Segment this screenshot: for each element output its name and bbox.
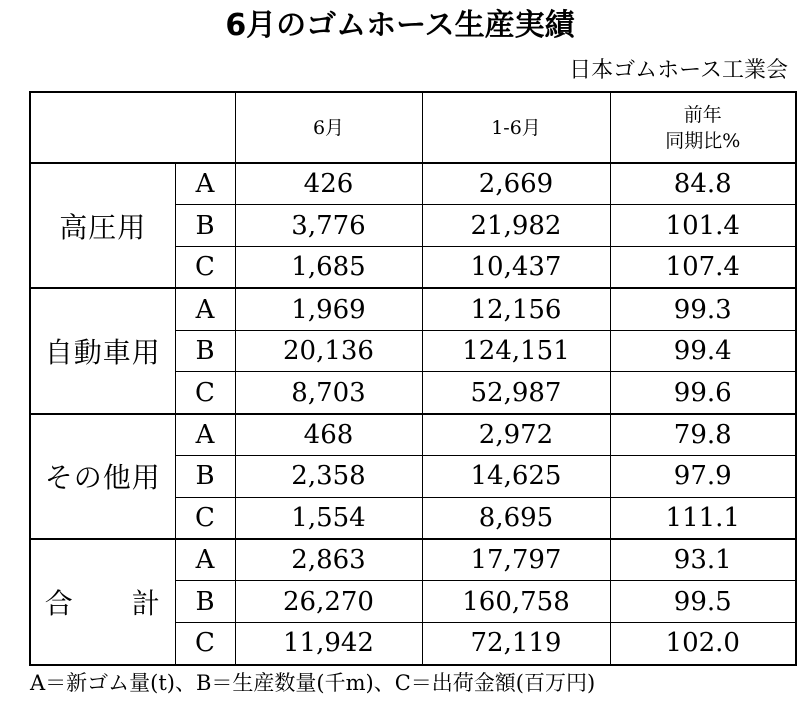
month-value: 2,358 — [235, 456, 422, 498]
row-code: C — [175, 497, 235, 539]
ytd-value: 14,625 — [422, 456, 610, 498]
row-code: C — [175, 372, 235, 414]
ytd-value: 10,437 — [422, 247, 610, 289]
header-yoy — [610, 92, 796, 163]
row-code: A — [175, 414, 235, 456]
organization-name: 日本ゴムホース工業会 — [569, 58, 788, 83]
yoy-value: 111.1 — [610, 497, 796, 539]
footnote: A＝新ゴム量(t)、B＝生産数量(千m)、C＝出荷金額(百万円) — [30, 671, 596, 695]
month-value: 8,703 — [235, 372, 422, 414]
yoy-value: 102.0 — [610, 623, 796, 665]
table-row — [30, 163, 796, 205]
ytd-value: 72,119 — [422, 623, 610, 665]
row-code: A — [175, 163, 235, 205]
month-value: 2,863 — [235, 539, 422, 581]
header-yoy-line2: 同期比% — [665, 129, 741, 152]
header-yoy-line1: 前年 — [683, 103, 722, 126]
row-code: B — [175, 330, 235, 372]
month-value: 1,969 — [235, 288, 422, 330]
ytd-value: 52,987 — [422, 372, 610, 414]
yoy-value: 101.4 — [610, 205, 796, 247]
page-title: 6月のゴムホース生産実績 — [225, 8, 575, 43]
yoy-value: 93.1 — [610, 539, 796, 581]
yoy-value: 84.8 — [610, 163, 796, 205]
month-value: 20,136 — [235, 330, 422, 372]
ytd-value: 21,982 — [422, 205, 610, 247]
header-month: 6月 — [235, 92, 422, 163]
yoy-value: 99.5 — [610, 581, 796, 623]
yoy-value: 99.6 — [610, 372, 796, 414]
month-value: 26,270 — [235, 581, 422, 623]
row-code: B — [175, 456, 235, 498]
month-value: 1,554 — [235, 497, 422, 539]
group-label-automotive: 自動車用 — [30, 288, 175, 413]
ytd-value: 8,695 — [422, 497, 610, 539]
yoy-value: 99.4 — [610, 330, 796, 372]
month-value: 1,685 — [235, 247, 422, 289]
group-label-other: その他用 — [30, 414, 175, 539]
ytd-value: 17,797 — [422, 539, 610, 581]
row-code: B — [175, 205, 235, 247]
month-value: 426 — [235, 163, 422, 205]
row-code: B — [175, 581, 235, 623]
group-label-total — [30, 539, 175, 664]
table-row — [30, 414, 796, 456]
yoy-value: 97.9 — [610, 456, 796, 498]
row-code: A — [175, 288, 235, 330]
yoy-value: 99.3 — [610, 288, 796, 330]
month-value: 11,942 — [235, 623, 422, 665]
production-table — [29, 91, 797, 666]
row-code: A — [175, 539, 235, 581]
yoy-value: 107.4 — [610, 247, 796, 289]
total-label-part-2: 計 — [131, 586, 161, 620]
ytd-value: 12,156 — [422, 288, 610, 330]
ytd-value: 2,669 — [422, 163, 610, 205]
header-ytd: 1-6月 — [422, 92, 610, 163]
header-row — [30, 92, 796, 163]
row-code: C — [175, 247, 235, 289]
table-row — [30, 288, 796, 330]
header-blank-cell — [30, 92, 235, 163]
ytd-value: 124,151 — [422, 330, 610, 372]
month-value: 3,776 — [235, 205, 422, 247]
table-row — [30, 539, 796, 581]
yoy-value: 79.8 — [610, 414, 796, 456]
row-code: C — [175, 623, 235, 665]
group-label-high-pressure: 高圧用 — [30, 163, 175, 288]
month-value: 468 — [235, 414, 422, 456]
ytd-value: 160,758 — [422, 581, 610, 623]
total-label-part-1: 合 — [44, 586, 74, 620]
ytd-value: 2,972 — [422, 414, 610, 456]
